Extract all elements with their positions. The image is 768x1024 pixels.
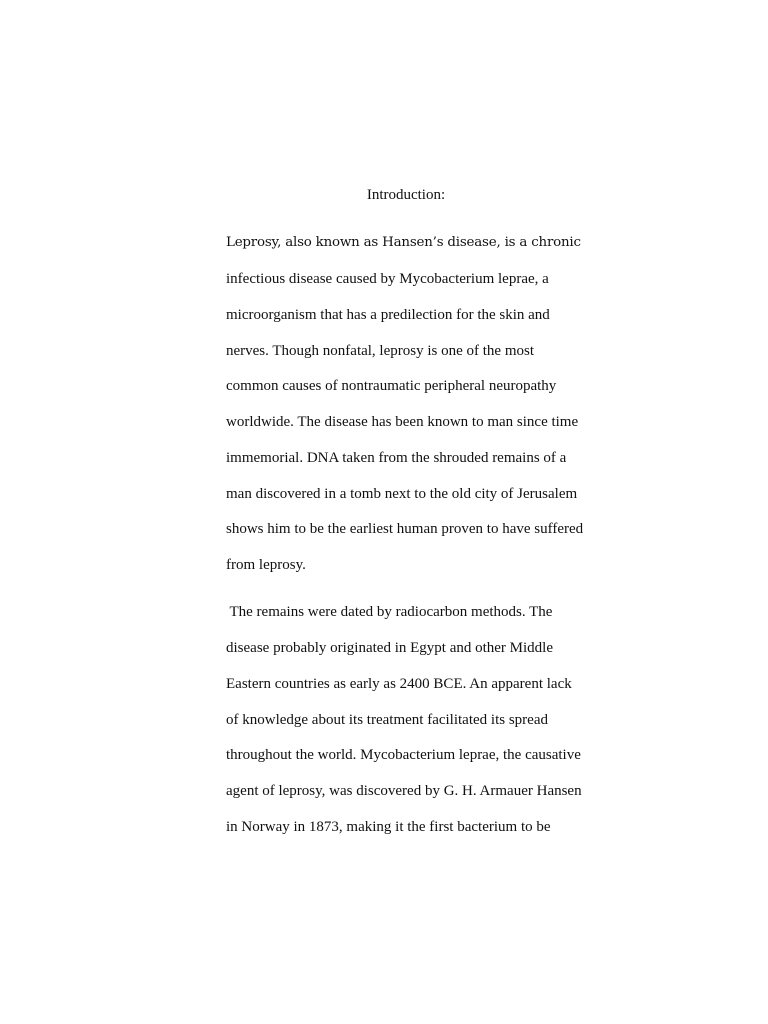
paragraph-line: common causes of nontraumatic peripheral neuropathy [226,378,557,394]
page-heading: Introduction: [366,187,446,203]
paragraph-line: The remains were dated by radiocarbon methods. The [226,604,553,620]
paragraph-line: agent of leprosy, was discovered by G. H. Armauer Hansen [226,783,582,799]
paragraph-line: of knowledge about its treatment facilitated its spread [226,712,548,728]
paragraph-line: worldwide. The disease has been known to man since time [226,414,579,430]
paragraph-line: man discovered in a tomb next to the old city of Jerusalem [226,486,578,502]
paragraph-line: Leprosy, also known as Hansen’s disease, is a chronic [226,235,581,250]
paragraph-line: from leprosy. [226,557,306,573]
paragraph-line: nerves. Though nonfatal, leprosy is one of the most [226,343,534,359]
paragraph-line: throughout the world. Mycobacterium leprae, the causative [226,747,581,763]
paragraph-line: in Norway in 1873, making it the first bacterium to be [226,819,551,835]
paragraph-line: infectious disease caused by Mycobacterium leprae, a [226,271,549,287]
paragraph-line: disease probably originated in Egypt and other Middle [226,640,554,656]
paragraph-line: shows him to be the earliest human proven to have suffered [226,521,584,537]
paragraph-line: immemorial. DNA taken from the shrouded remains of a [226,450,567,466]
paragraph-line: Eastern countries as early as 2400 BCE. An apparent lack [226,676,572,692]
paragraph-line: microorganism that has a predilection for the skin and [226,307,550,323]
